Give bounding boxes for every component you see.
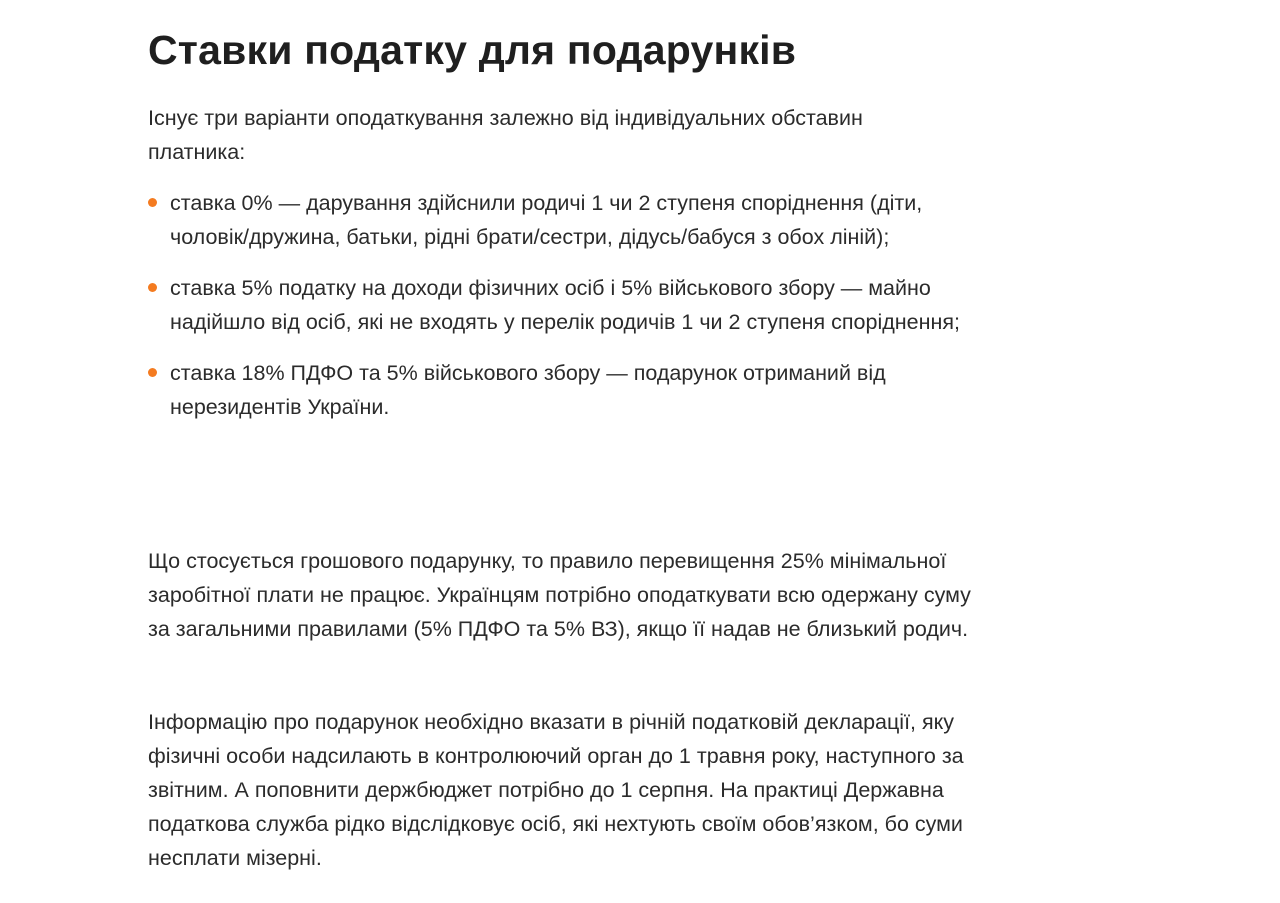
list-item-text: ставка 5% податку на доходи фізичних осіб і 5% військового збору — майно надійшло від осіб, які не входять у перелік родичів 1 чи 2 ступеня споріднення; [170, 276, 960, 334]
intro-paragraph: Існує три варіанти оподаткування залежно від індивідуальних обставин платника: [148, 106, 863, 164]
page-title: Ставки податку для подарунків [148, 27, 797, 73]
bullet-dot-icon [148, 283, 157, 292]
cash-gift-paragraph: Що стосується грошового подарунку, то правило перевищення 25% мінімальної заробітної плати не працює. Українцям потрібно оподаткувати всю одержану суму за загальними правилами (5% ПДФО та 5% ВЗ), якщо її надав не близький родич. [148, 549, 971, 641]
list-item [148, 186, 978, 254]
declaration-paragraph: Інформацію про подарунок необхідно вказати в річній податковій декларації, яку фізичні особи надсилають в контролюючий орган до 1 травня року, наступного за звітним. А поповнити держбюджет потрібно до 1 серпня. На практиці Державна податкова служба рідко відслідковує осіб, які нехтують своїм обов’язком, бо суми несплати мізерні. [148, 710, 964, 870]
tax-rate-list [148, 186, 978, 424]
list-item-text: ставка 0% — дарування здійснили родичі 1 чи 2 ступеня споріднення (діти, чоловік/дружина, батьки, рідні брати/сестри, дідусь/бабуся з обох ліній); [170, 191, 923, 249]
bullet-dot-icon [148, 198, 157, 207]
list-item [148, 271, 978, 339]
list-item [148, 356, 978, 424]
list-item-text: ставка 18% ПДФО та 5% військового збору — подарунок отриманий від нерезидентів України. [170, 361, 886, 419]
bullet-dot-icon [148, 368, 157, 377]
